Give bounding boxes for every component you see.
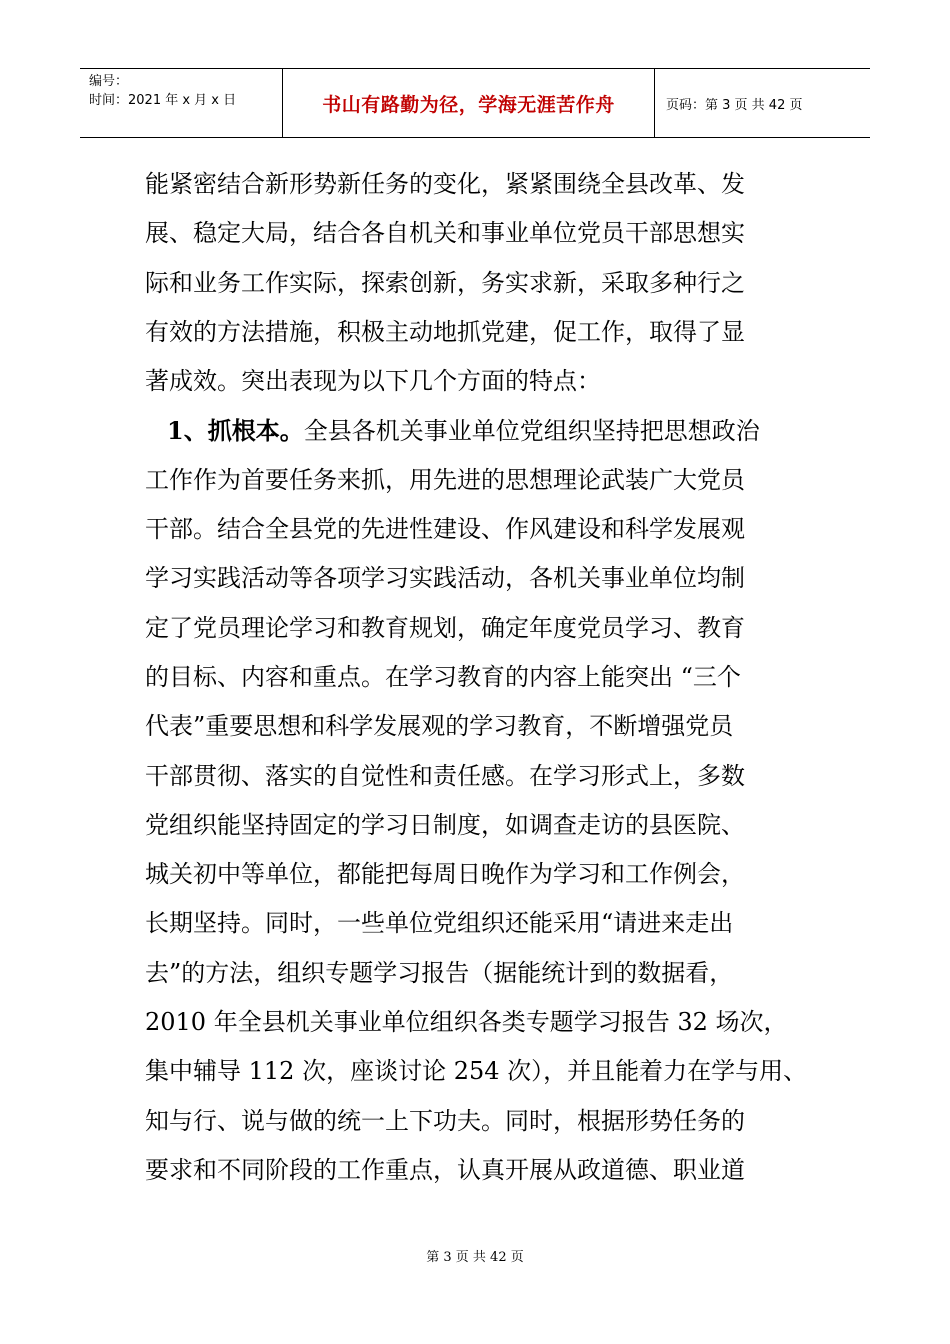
body-line: 定了党员理论学习和教育规划，确定年度党员学习、教育 [145,613,745,642]
body-line: 党组织能坚持固定的学习日制度，如调查走访的县医院、 [145,810,745,839]
body-line: 城关初中等单位，都能把每周日晚作为学习和工作例会， [145,860,745,889]
body-line: 著成效。突出表现为以下几个方面的特点： [145,367,601,396]
page-header [80,68,870,138]
body-line: 代表”重要思想和科学发展观的学习教育，不断增强党员 [145,712,734,741]
body-line: 集中辅导 112 次，座谈讨论 254 次），并且能着力在学与用、 [145,1057,808,1086]
section-1-first-line [145,406,813,455]
body-line: 有效的方法措施，积极主动地抓党建，促工作，取得了显 [145,317,745,346]
body-line: 际和业务工作实际，探索创新，务实求新，采取多种行之 [145,268,745,297]
body-line: 工作作为首要任务来抓，用先进的思想理论武装广大党员 [145,465,745,494]
header-divider [654,69,655,137]
body-line: 2010 年全县机关事业单位组织各类专题学习报告 32 场次， [145,1008,788,1037]
body-line: 的目标、内容和重点。在学习教育的内容上能突出 “三个 [145,662,741,691]
body-line: 能紧密结合新形势新任务的变化，紧紧围绕全县改革、发 [145,170,745,198]
body-line: 去”的方法，组织专题学习报告（据能统计到的数据看， [145,958,734,987]
body-line: 知与行、说与做的统一上下功夫。同时，根据形势任务的 [145,1106,745,1135]
header-motto: 书山有路勤为径，学海无涯苦作舟 [322,93,615,116]
document-number-label: 编号： [89,74,129,89]
section-1-heading: 1、抓根本。 [167,416,304,446]
body-line: 干部贯彻、落实的自觉性和责任感。在学习形式上，多数 [145,761,745,790]
body-line: 展、稳定大局，结合各自机关和事业单位党员干部思想实 [145,219,745,248]
body-line: 要求和不同阶段的工作重点，认真开展从政道德、职业道 [145,1155,745,1184]
body-line: 干部。结合全县党的先进性建设、作风建设和科学发展观 [145,515,745,544]
page-footer: 第 3 页 共 42 页 [426,1250,524,1265]
body-line-text: 全县各机关事业单位党组织坚持把思想政治 [303,417,760,446]
body-line: 长期坚持。同时，一些单位党组织还能采用“请进来走出 [145,909,734,938]
body-line: 学习实践活动等各项学习实践活动，各机关事业单位均制 [145,564,745,593]
header-page-info: 页码：第 3 页 共 42 页 [666,97,803,113]
document-date-label: 时间：2021 年 x 月 x 日 [89,93,237,108]
document-body [145,160,813,1195]
header-meta [80,69,282,137]
